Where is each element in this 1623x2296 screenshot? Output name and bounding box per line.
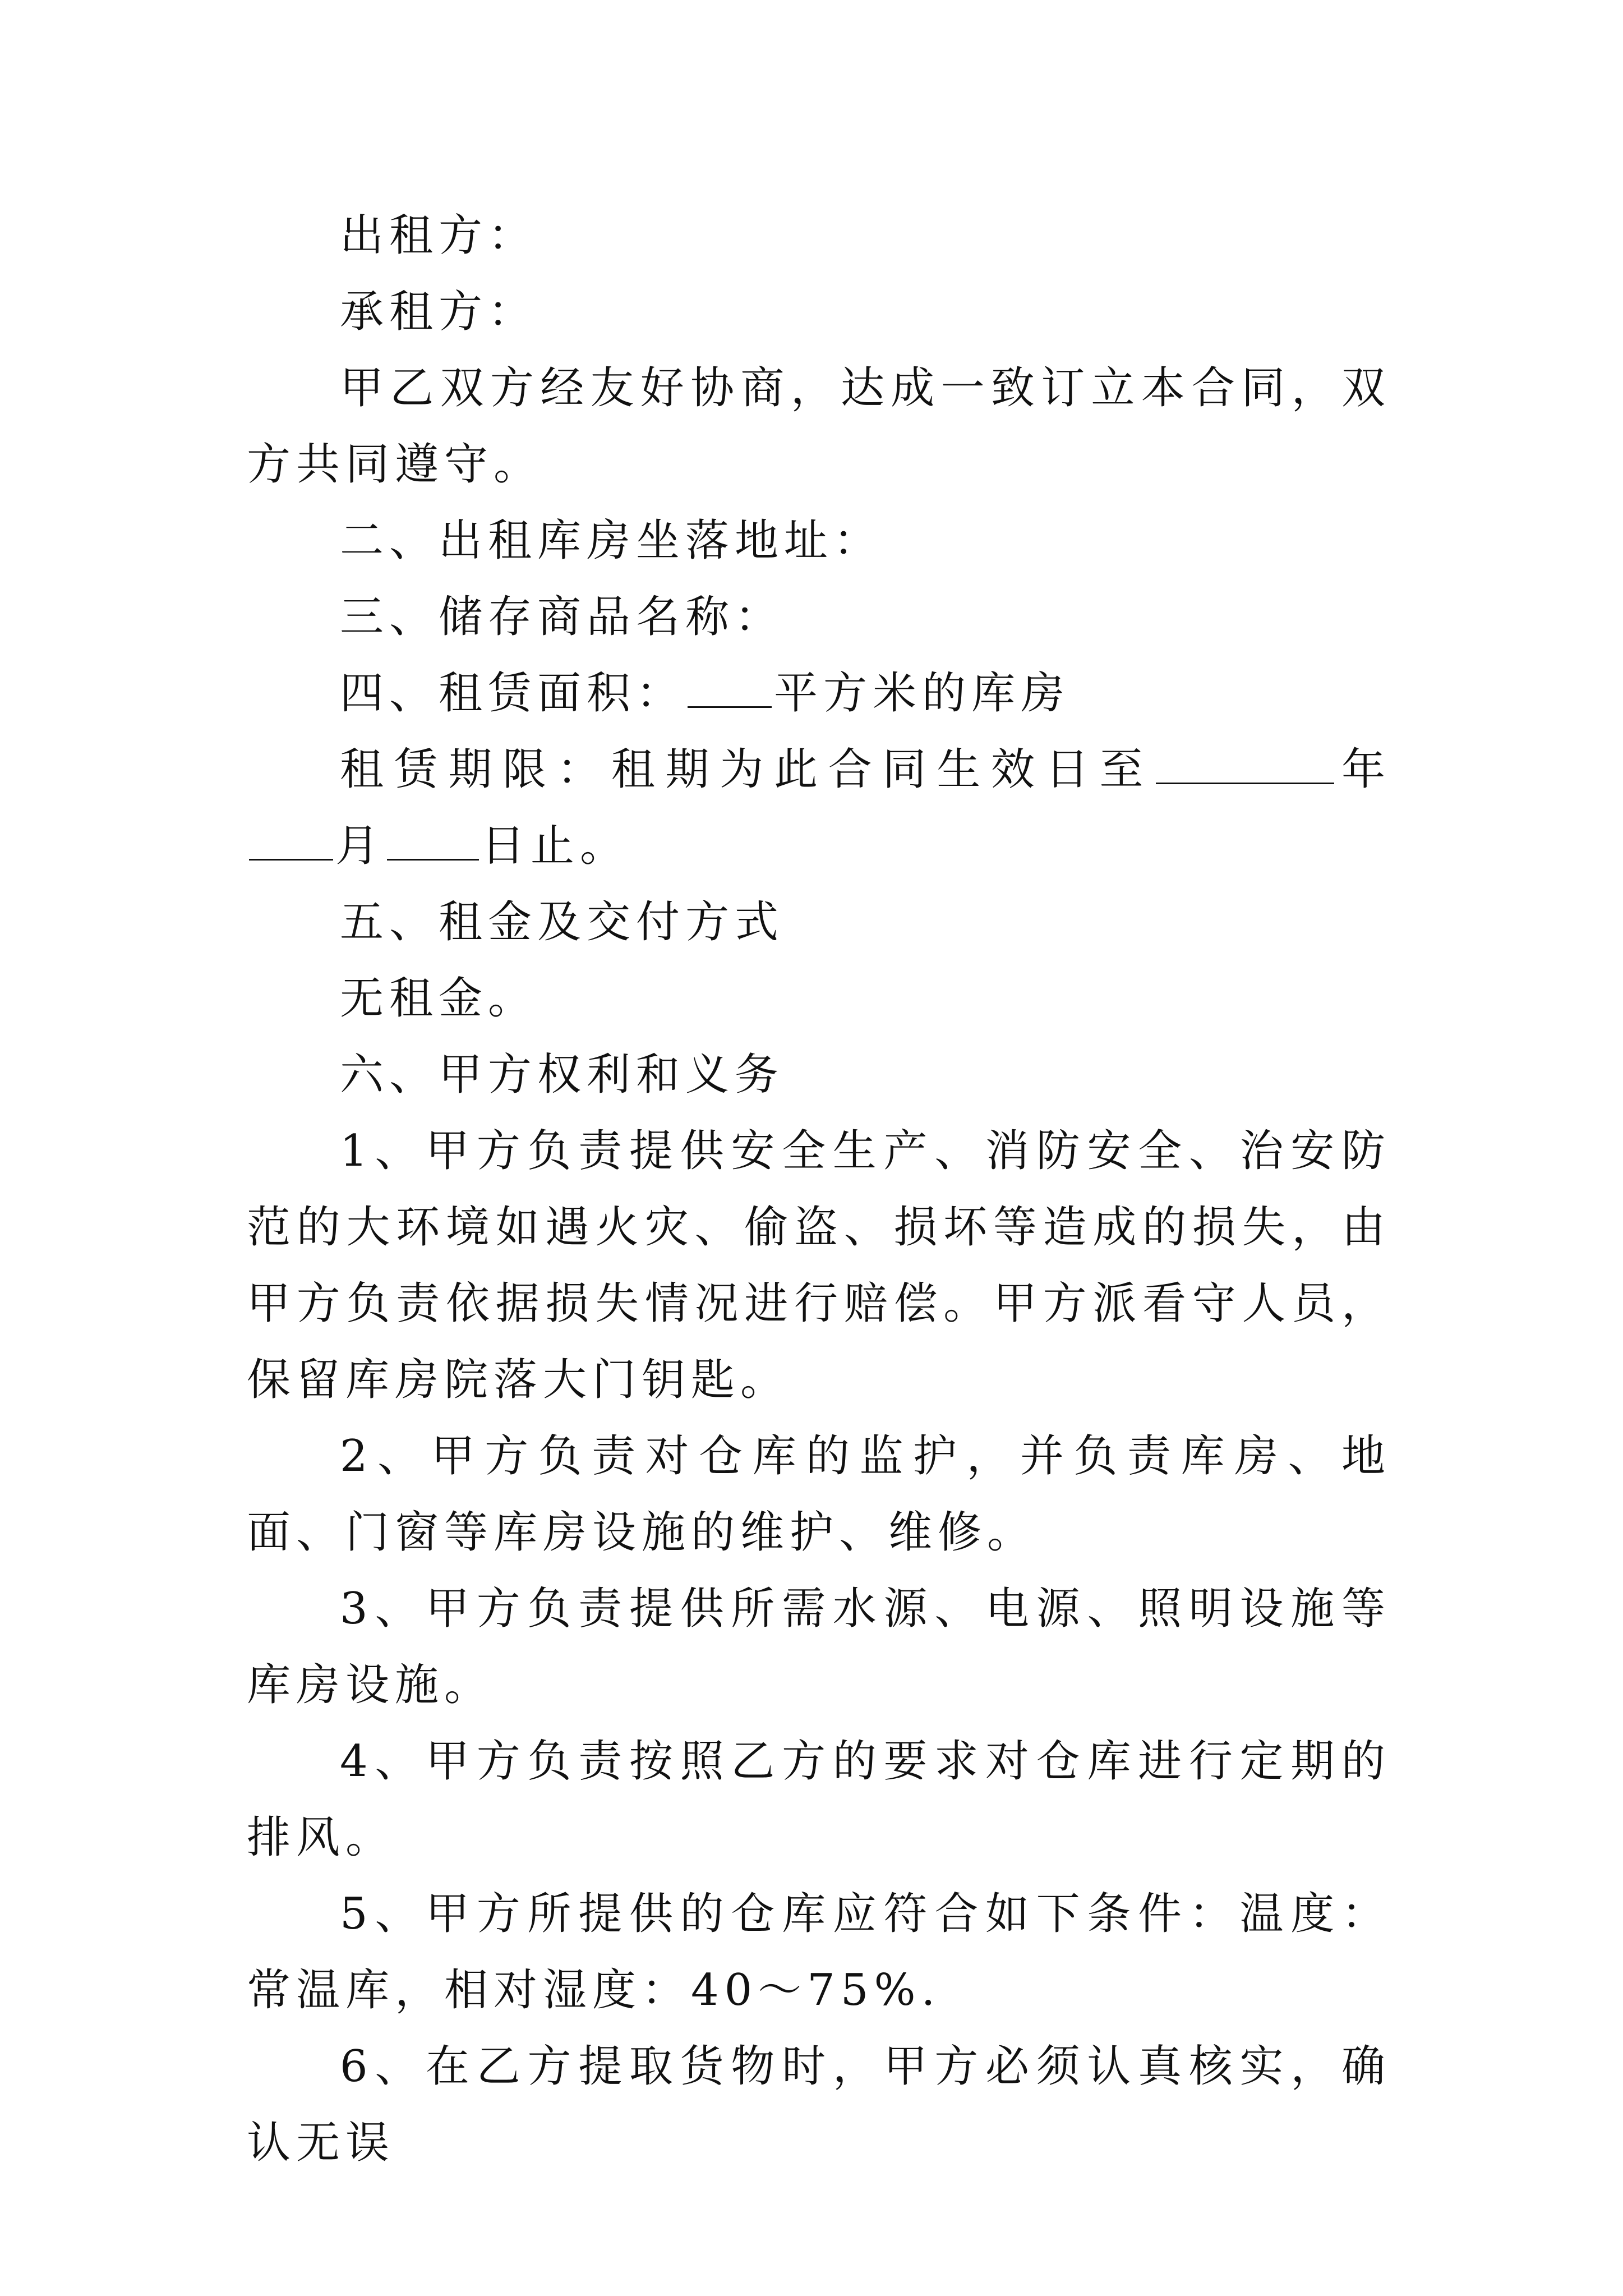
obligation-item-5: 5、甲方所提供的仓库应符合如下条件：温度：常温库，相对湿度：40～75%.	[247, 1889, 1391, 2016]
clause-party-a-obligations: 六、甲方权利和义务	[340, 1050, 785, 1100]
lessor-label: 出租方：	[340, 210, 538, 261]
obligation-item-1: 1、甲方负责提供安全生产、消防安全、治安防范的大环境如遇火灾、偷盗、损坏等造成的损失，由甲方负责依据损失情况进行赔偿。甲方派看守人员，保留库房院落大门钥匙。	[247, 1126, 1391, 1405]
clause-warehouse-address: 二、出租库房坐落地址：	[340, 516, 883, 566]
month-blank-line	[249, 818, 333, 861]
lessee-label: 承租方：	[340, 287, 538, 337]
intro-paragraph: 甲乙双方经友好协商，达成一致订立本合同，双方共同遵守。	[247, 363, 1391, 490]
lease-area-label: 四、租赁面积：	[340, 668, 686, 719]
clause-lease-area	[247, 655, 1391, 731]
rent-statement: 无租金。	[340, 973, 538, 1024]
contract-body	[247, 197, 1391, 2181]
area-blank-line	[688, 666, 772, 708]
day-label: 日止。	[481, 821, 630, 871]
month-label: 月	[335, 821, 385, 871]
day-blank-line	[387, 818, 479, 861]
lease-term-label: 租赁期限：租期为此合同生效日至	[340, 744, 1154, 795]
lease-area-unit: 平方米的库房	[774, 668, 1071, 719]
year-blank-line	[1156, 742, 1334, 784]
clause-lease-term	[247, 731, 1391, 884]
obligation-item-3: 3、甲方负责提供所需水源、电源、照明设施等库房设施。	[247, 1584, 1391, 1710]
obligation-item-2: 2、甲方负责对仓库的监护，并负责库房、地面、门窗等库房设施的维护、维修。	[247, 1431, 1391, 1558]
obligation-item-6: 6、在乙方提取货物时，甲方必须认真核实，确认无误	[247, 2041, 1391, 2168]
year-label: 年	[1336, 744, 1391, 795]
clause-rent-payment: 五、租金及交付方式	[340, 897, 785, 947]
clause-goods-name: 三、储存商品名称：	[340, 592, 785, 642]
obligation-item-4: 4、甲方负责按照乙方的要求对仓库进行定期的排风。	[247, 1736, 1391, 1863]
